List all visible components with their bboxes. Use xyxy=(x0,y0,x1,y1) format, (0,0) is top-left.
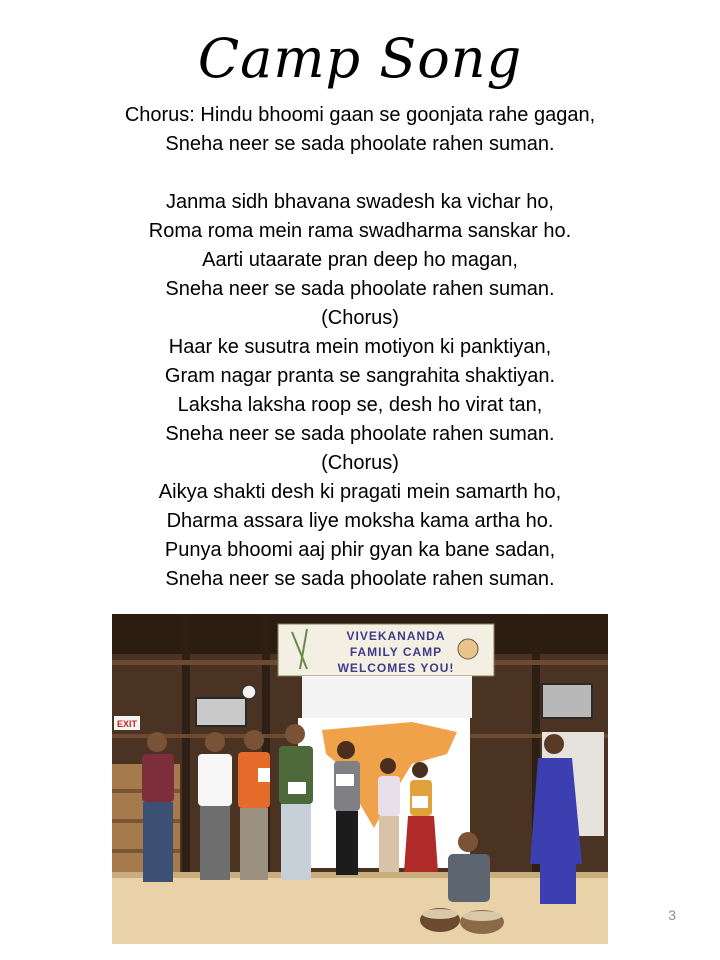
page-number: 3 xyxy=(668,907,676,923)
lyric-line: Chorus: Hindu bhoomi gaan se goonjata rahe gagan, xyxy=(124,104,596,126)
lyric-line: Janma sidh bhavana swadesh ka vichar ho, xyxy=(165,191,554,213)
lyric-line: Roma roma mein rama swadharma sanskar ho. xyxy=(148,220,572,242)
backdrop-top xyxy=(302,676,472,718)
lyric-line: (Chorus) xyxy=(321,307,399,329)
camp-group-photo xyxy=(112,614,608,944)
lyric-line: Dharma assara liye moksha kama artha ho. xyxy=(166,510,554,532)
slide-title: Camp Song xyxy=(197,27,523,90)
lyric-line: Laksha laksha roop se, desh ho virat tan, xyxy=(177,394,543,416)
stage-floor xyxy=(112,876,608,944)
photo-illustration xyxy=(112,614,608,944)
exit-sign-text: EXIT xyxy=(116,719,138,729)
lyric-line: Gram nagar pranta se sangrahita shaktiyan. xyxy=(164,365,556,387)
performer xyxy=(279,724,313,880)
stanza-gap xyxy=(40,159,680,188)
song-lyrics xyxy=(40,101,680,594)
lyric-line: Aarti utaarate pran deep ho magan, xyxy=(202,249,518,271)
performer xyxy=(334,741,360,875)
lyric-line: Sneha neer se sada phoolate rahen suman. xyxy=(165,423,555,445)
lyric-line: Haar ke susutra mein motiyon ki panktiyan, xyxy=(168,336,552,358)
lyric-line: (Chorus) xyxy=(321,452,399,474)
banner-line: FAMILY CAMP xyxy=(349,645,443,659)
performer xyxy=(142,732,174,882)
banner-line: WELCOMES YOU! xyxy=(337,661,455,675)
lyric-line: Aikya shakti desh ki pragati mein samarth ho, xyxy=(158,481,562,503)
performer xyxy=(238,730,270,880)
performer xyxy=(198,732,232,880)
lyric-line: Sneha neer se sada phoolate rahen suman. xyxy=(165,133,555,155)
lyric-line: Sneha neer se sada phoolate rahen suman. xyxy=(165,278,555,300)
clock xyxy=(242,685,256,699)
banner-line: VIVEKANANDA xyxy=(346,629,446,643)
lyric-line: Sneha neer se sada phoolate rahen suman. xyxy=(165,568,555,590)
lyric-line: Punya bhoomi aaj phir gyan ka bane sadan, xyxy=(164,539,556,561)
